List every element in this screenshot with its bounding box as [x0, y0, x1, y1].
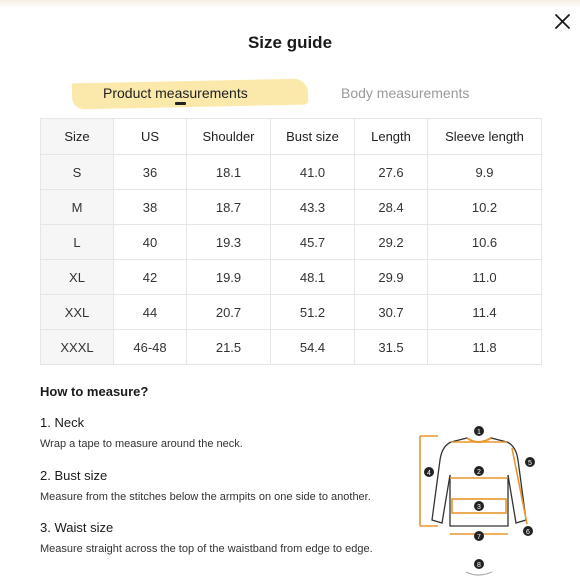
- marker-1: [474, 426, 484, 436]
- step-desc-waist: Measure straight across the top of the waistband from edge to edge.: [40, 543, 373, 555]
- table-cell: 44: [114, 295, 187, 330]
- table-cell: 11.8: [428, 330, 542, 365]
- svg-text:5: 5: [528, 460, 532, 467]
- step-title-neck: 1. Neck: [40, 415, 85, 430]
- table-cell: 29.2: [355, 225, 428, 260]
- table-cell: 10.6: [428, 225, 542, 260]
- marker-6: [523, 526, 533, 536]
- table-cell: 11.4: [428, 295, 542, 330]
- page-title: Size guide: [247, 33, 333, 52]
- svg-text:7: 7: [477, 534, 481, 541]
- marker-8: [474, 559, 484, 569]
- table-cell: 10.2: [428, 190, 542, 225]
- table-cell: 41.0: [271, 155, 355, 190]
- table-cell: XXL: [41, 295, 114, 330]
- svg-text:3: 3: [477, 504, 481, 511]
- step-desc-neck: Wrap a tape to measure around the neck.: [40, 438, 243, 450]
- second-illustration-top: [466, 572, 492, 575]
- marker-2: [474, 466, 484, 476]
- table-cell: 27.6: [355, 155, 428, 190]
- step-title-waist: 3. Waist size: [40, 520, 114, 535]
- table-cell: 38: [114, 190, 187, 225]
- table-cell: 46-48: [114, 330, 187, 365]
- table-row: [41, 295, 542, 330]
- table-cell: XXXL: [41, 330, 114, 365]
- marker-4: [424, 467, 434, 477]
- top-strip: [0, 0, 580, 8]
- svg-text:1: 1: [477, 429, 481, 436]
- table-cell: 9.9: [428, 155, 542, 190]
- table-cell: 21.5: [187, 330, 271, 365]
- tab-label: Body measurements: [341, 85, 470, 101]
- table-cell: 51.2: [271, 295, 355, 330]
- step-title-bust: 2. Bust size: [40, 468, 108, 483]
- table-cell: 43.3: [271, 190, 355, 225]
- svg-text:4: 4: [427, 470, 431, 477]
- table-cell: 36: [114, 155, 187, 190]
- table-cell: S: [41, 155, 114, 190]
- table-row: [41, 225, 542, 260]
- column-header: Shoulder: [187, 119, 271, 155]
- tab-body-measurements[interactable]: [341, 83, 491, 103]
- table-cell: 28.4: [355, 190, 428, 225]
- table-row: [41, 155, 542, 190]
- svg-text:8: 8: [477, 562, 481, 569]
- table-row: [41, 330, 542, 365]
- table-cell: 29.9: [355, 260, 428, 295]
- marker-7: [474, 531, 484, 541]
- table-cell: L: [41, 225, 114, 260]
- table-cell: 30.7: [355, 295, 428, 330]
- table-cell: 40: [114, 225, 187, 260]
- column-header: Length: [355, 119, 428, 155]
- column-header: US: [114, 119, 187, 155]
- table-cell: 48.1: [271, 260, 355, 295]
- table-cell: 18.7: [187, 190, 271, 225]
- table-cell: 42: [114, 260, 187, 295]
- column-header: Size: [41, 119, 114, 155]
- measurement-diagram: [412, 420, 542, 580]
- tab-label: Product measurements: [103, 85, 248, 101]
- table-header-row: [41, 119, 542, 155]
- table-row: [41, 190, 542, 225]
- svg-text:2: 2: [477, 469, 481, 476]
- column-header: Bust size: [271, 119, 355, 155]
- table-cell: M: [41, 190, 114, 225]
- marker-3: [474, 501, 484, 511]
- table-cell: 31.5: [355, 330, 428, 365]
- active-tab-indicator: [175, 102, 186, 105]
- column-header: Sleeve length: [428, 119, 542, 155]
- step-desc-bust: Measure from the stitches below the armpits on one side to another.: [40, 491, 371, 503]
- close-button[interactable]: [549, 9, 575, 35]
- sweater-measurement-illustration: [412, 420, 542, 580]
- table-cell: XL: [41, 260, 114, 295]
- size-table: [40, 118, 542, 365]
- svg-text:6: 6: [526, 529, 530, 536]
- table-cell: 19.3: [187, 225, 271, 260]
- table-cell: 20.7: [187, 295, 271, 330]
- marker-5: [525, 457, 535, 467]
- how-to-measure-heading: How to measure?: [40, 384, 149, 399]
- table-cell: 18.1: [187, 155, 271, 190]
- table-row: [41, 260, 542, 295]
- table-cell: 45.7: [271, 225, 355, 260]
- close-icon: [549, 9, 575, 35]
- table-cell: 54.4: [271, 330, 355, 365]
- tab-product-measurements[interactable]: [72, 83, 308, 103]
- table-cell: 19.9: [187, 260, 271, 295]
- table-cell: 11.0: [428, 260, 542, 295]
